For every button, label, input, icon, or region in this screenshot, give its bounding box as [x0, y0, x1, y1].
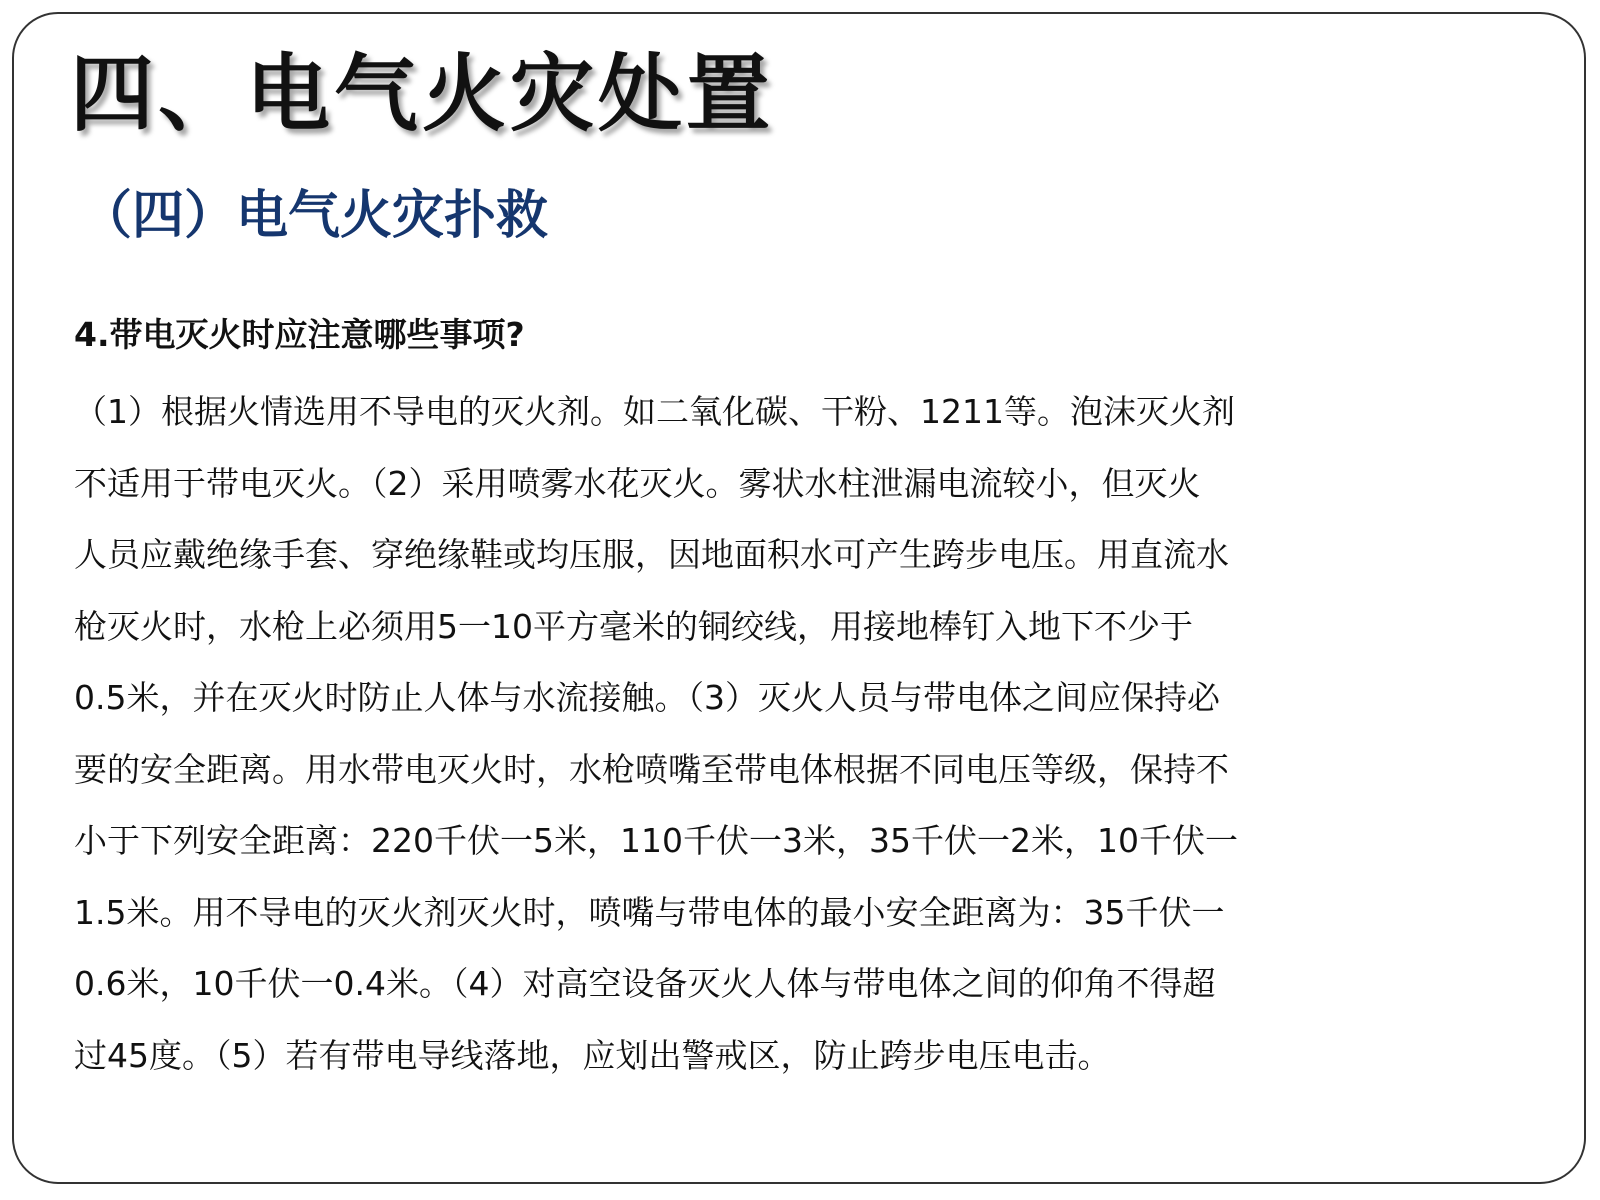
answer-line: 要的安全距离。用水带电灭火时，水枪喷嘴至带电体根据不同电压等级，保持不 [74, 749, 1229, 789]
question-heading: 4.带电灭火时应注意哪些事项? [74, 315, 525, 354]
answer-paragraph [74, 376, 1494, 1091]
section-subtitle: （四）电气火灾扑救 [80, 186, 549, 246]
answer-line: 1.5米。用不导电的灭火剂灭火时，喷嘴与带电体的最小安全距离为：35千伏一 [74, 892, 1225, 932]
slide-title: 四、电气火灾处置 [70, 44, 775, 143]
answer-line: 小于下列安全距离：220千伏一5米，110千伏一3米，35千伏一2米，10千伏一 [74, 821, 1238, 860]
answer-line: 枪灭火时，水枪上必须用5一10平方毫米的铜绞线，用接地棒钉入地下不少于 [74, 606, 1193, 646]
answer-line: （1）根据火情选用不导电的灭火剂。如二氧化碳、干粉、1211等。泡沫灭火剂 [74, 392, 1235, 431]
answer-line: 过45度。（5）若有带电导线落地，应划出警戒区，防止跨步电压电击。 [74, 1035, 1111, 1075]
slide-frame [12, 12, 1586, 1184]
answer-line: 不适用于带电灭火。（2）采用喷雾水花灭火。雾状水柱泄漏电流较小，但灭火 [74, 463, 1201, 503]
answer-line: 0.5米，并在灭火时防止人体与水流接触。（3）灭火人员与带电体之间应保持必 [74, 678, 1220, 717]
answer-line: 0.6米，10千伏一0.4米。（4）对高空设备灭火人体与带电体之间的仰角不得超 [74, 964, 1216, 1003]
answer-line: 人员应戴绝缘手套、穿绝缘鞋或均压服，因地面积水可产生跨步电压。用直流水 [74, 535, 1229, 574]
